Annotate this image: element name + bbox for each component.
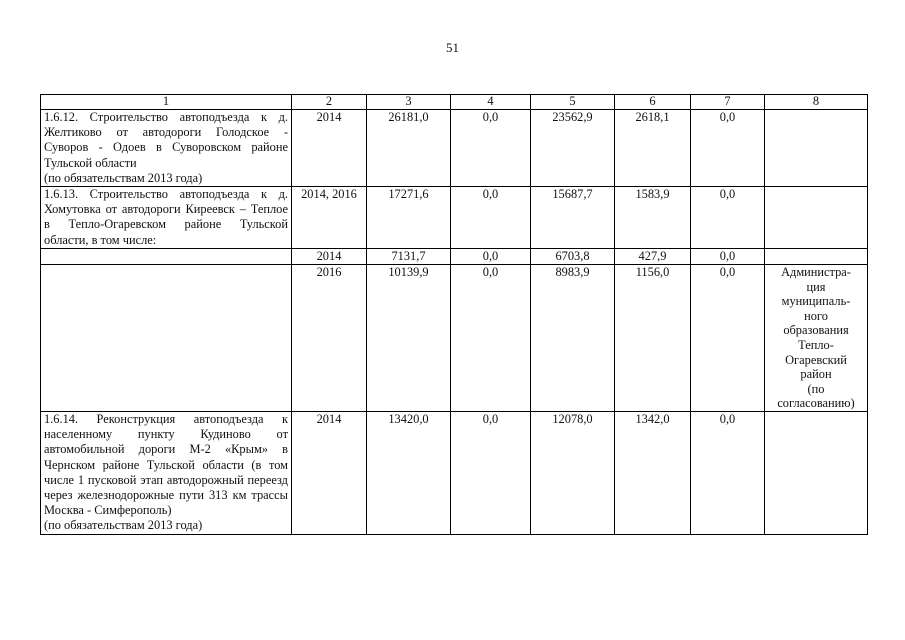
- year-cell: 2016: [292, 265, 367, 412]
- table-row: [41, 110, 868, 187]
- executor-line: район: [800, 367, 832, 382]
- activity-description-cell: [41, 411, 292, 534]
- local-budget-cell: 1342,0: [615, 411, 691, 534]
- activity-description-line: 1.6.14. Реконструкция автоподъезда к населенному пункту Кудиново от автомобильной дороги М-2 «Крым» в Чернском районе Тульской области (в том числе 1 пусковой этап автодорожный переезд через железнодорожные пути 313 км трассы Москва - Симферополь): [44, 411, 288, 518]
- extrabudgetary-cell: 0,0: [691, 187, 765, 249]
- extrabudgetary-cell: 0,0: [691, 110, 765, 187]
- year-cell: 2014: [292, 411, 367, 534]
- local-budget-cell: 2618,1: [615, 110, 691, 187]
- year-cell: 2014: [292, 110, 367, 187]
- activity-description-cell: [41, 248, 292, 264]
- program-activities-table: [40, 94, 868, 535]
- extrabudgetary-cell: 0,0: [691, 265, 765, 412]
- total-funding-cell: 17271,6: [367, 187, 451, 249]
- total-funding-cell: 10139,9: [367, 265, 451, 412]
- column-header-8: 8: [765, 95, 868, 110]
- executor-cell: [765, 265, 868, 412]
- activity-description-line: (по обязательствам 2013 года): [44, 170, 203, 185]
- column-number-row: [41, 95, 868, 110]
- regional-budget-cell: 8983,9: [531, 265, 615, 412]
- extrabudgetary-cell: 0,0: [691, 248, 765, 264]
- table-row: [41, 248, 868, 264]
- column-header-7: 7: [691, 95, 765, 110]
- regional-budget-cell: 12078,0: [531, 411, 615, 534]
- federal-budget-cell: 0,0: [451, 265, 531, 412]
- federal-budget-cell: 0,0: [451, 110, 531, 187]
- column-header-2: 2: [292, 95, 367, 110]
- federal-budget-cell: 0,0: [451, 248, 531, 264]
- activity-description-line: 1.6.13. Строительство автоподъезда к д. Хомутовка от автодороги Киреевск – Теплое в Тепло-Огаревском районе Тульской области, в том числе:: [44, 187, 288, 247]
- local-budget-cell: 427,9: [615, 248, 691, 264]
- column-header-3: 3: [367, 95, 451, 110]
- column-header-1: 1: [41, 95, 292, 110]
- executor-line: Тепло-: [798, 338, 834, 352]
- table-row: [41, 411, 868, 534]
- total-funding-cell: 7131,7: [367, 248, 451, 264]
- regional-budget-cell: 15687,7: [531, 187, 615, 249]
- activity-description-cell: [41, 110, 292, 187]
- executor-cell: [765, 110, 868, 187]
- executor-cell: [765, 187, 868, 249]
- page-number: 51: [446, 40, 459, 55]
- executor-line: ция: [806, 279, 826, 294]
- executor-line: муниципаль-: [781, 294, 851, 309]
- executor-line: Администра-: [781, 265, 851, 280]
- federal-budget-cell: 0,0: [451, 411, 531, 534]
- local-budget-cell: 1156,0: [615, 265, 691, 412]
- regional-budget-cell: 6703,8: [531, 248, 615, 264]
- regional-budget-cell: 23562,9: [531, 110, 615, 187]
- federal-budget-cell: 0,0: [451, 187, 531, 249]
- table-row: [41, 187, 868, 249]
- executor-cell: [765, 248, 868, 264]
- executor-line: Огаревский: [785, 352, 847, 367]
- table-row: [41, 265, 868, 412]
- activity-description-line: (по обязательствам 2013 года): [44, 518, 203, 533]
- activity-description-line: 1.6.12. Строительство автоподъезда к д. Желтиково от автодороги Голодское - Суворов - Одоев в Суворовском районе Тульской области: [44, 110, 288, 170]
- total-funding-cell: 13420,0: [367, 411, 451, 534]
- executor-line: ного: [804, 308, 828, 323]
- executor-line: образования: [783, 323, 849, 338]
- year-cell: 2014: [292, 248, 367, 264]
- column-header-4: 4: [451, 95, 531, 110]
- executor-cell: [765, 411, 868, 534]
- activity-description-cell: [41, 187, 292, 249]
- year-cell: 2014, 2016: [292, 187, 367, 249]
- executor-line: согласованию): [777, 396, 855, 411]
- extrabudgetary-cell: 0,0: [691, 411, 765, 534]
- total-funding-cell: 26181,0: [367, 110, 451, 187]
- executor-line: (по: [807, 381, 825, 396]
- column-header-5: 5: [531, 95, 615, 110]
- local-budget-cell: 1583,9: [615, 187, 691, 249]
- column-header-6: 6: [615, 95, 691, 110]
- activity-description-cell: [41, 265, 292, 412]
